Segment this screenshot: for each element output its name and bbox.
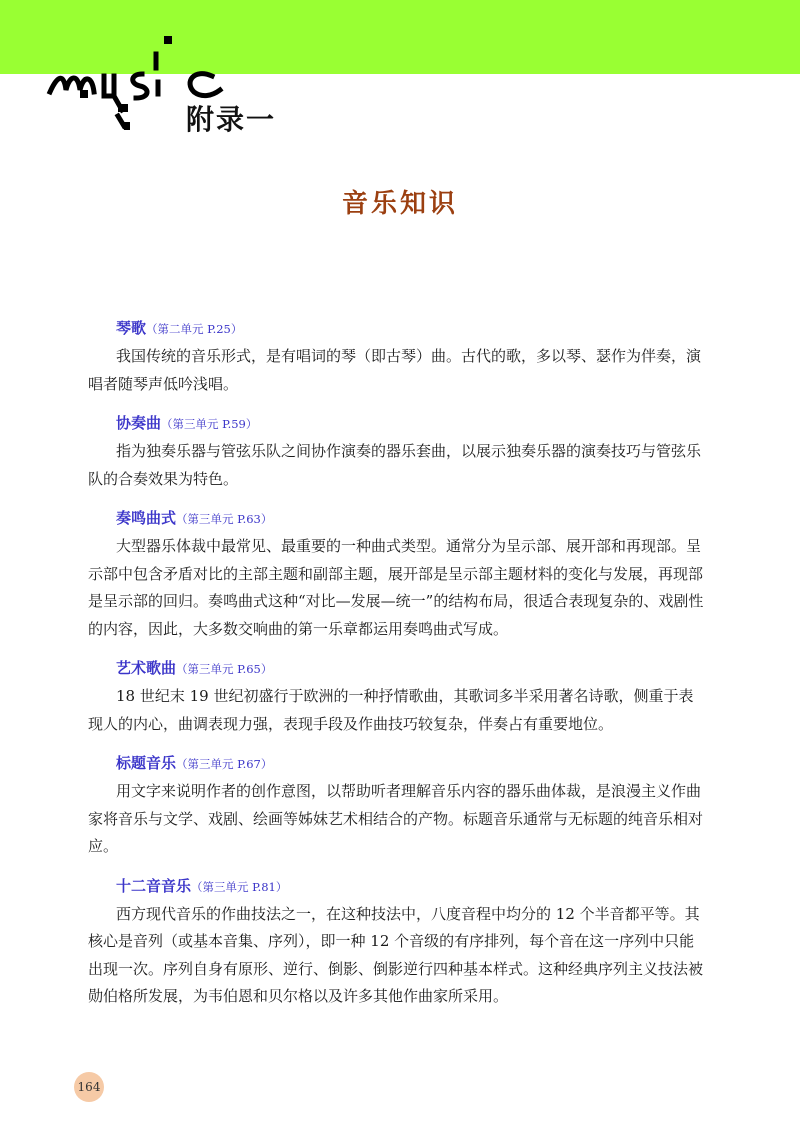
entry-ref: （第三单元 P.81） [191, 879, 288, 894]
entry-description: 用文字来说明作者的创作意图，以帮助听者理解音乐内容的器乐曲体裁，是浪漫主义作曲家将音乐与文学、戏剧、绘画等姊妹艺术相结合的产物。标题音乐通常与无标题的纯音乐相对应。 [88, 782, 704, 855]
page-number-badge: 164 [74, 1072, 104, 1102]
entry-ref: （第二单元 P.25） [146, 322, 243, 336]
page-title: 音乐知识 [341, 189, 458, 219]
entry-term: 艺术歌曲 [116, 659, 177, 677]
entry-term: 琴歌 [116, 319, 147, 337]
entry-description: 我国传统的音乐形式，是有唱词的琴（即古琴）曲。古代的歌，多以琴、瑟作为伴奏，演唱者随琴声低吟浅唱。 [88, 347, 702, 393]
entry-program-music [88, 749, 736, 861]
entry-term: 标题音乐 [116, 754, 177, 772]
entry-ref: （第三单元 P.63） [176, 512, 273, 526]
entry-ref: （第三单元 P.59） [161, 417, 258, 431]
entry-term: 十二音音乐 [116, 876, 192, 895]
entry-concerto [88, 409, 736, 493]
entry-term: 协奏曲 [116, 414, 162, 432]
entry-description: 18 世纪末 19 世纪初盛行于欧洲的一种抒情歌曲，其歌词多半采用著名诗歌，侧重于表现人的内心，曲调表现力强，表现手段及作曲技巧较复杂，伴奏占有重要地位。 [88, 687, 694, 733]
entry-ref: （第三单元 P.67） [176, 757, 273, 771]
entry-term: 奏鸣曲式 [116, 509, 177, 527]
entry-sonata-form [88, 504, 736, 643]
entry-twelve-tone [88, 872, 736, 1011]
entry-description: 指为独奏乐器与管弦乐队之间协作演奏的器乐套曲，以展示独奏乐器的演奏技巧与管弦乐队的合奏效果为特色。 [88, 442, 702, 488]
entry-art-song [88, 654, 736, 738]
glossary-content [88, 314, 736, 1022]
entry-description: 大型器乐体裁中最常见、最重要的一种曲式类型。通常分为呈示部、展开部和再现部。呈示部中包含矛盾对比的主部主题和副部主题，展开部是呈示部主题材料的变化与发展，再现部是呈示部的回归。奏鸣曲式这种“对比—发展—统一”的结构布局，很适合表现复杂的、戏剧性的内容，因此，大多数交响曲的第一乐章都运用奏鸣曲式写成。 [88, 537, 704, 638]
entry-qin-song [88, 314, 736, 398]
entry-ref: （第三单元 P.65） [176, 662, 273, 676]
entry-description: 西方现代音乐的作曲技法之一，在这种技法中，八度音程中均分的 12 个半音都平等。其核心是音列（或基本音集、序列），即一种 12 个音级的有序排列，每个音在这一序列中只能出现一次。序列自身有原形、逆行、倒影、倒影逆行四种基本样式。这种经典序列主义技法被勋伯格所发展，为韦伯恩和贝尔格以及许多其他作曲家所采用。 [88, 904, 704, 1005]
appendix-label: 附录一 [186, 103, 277, 136]
